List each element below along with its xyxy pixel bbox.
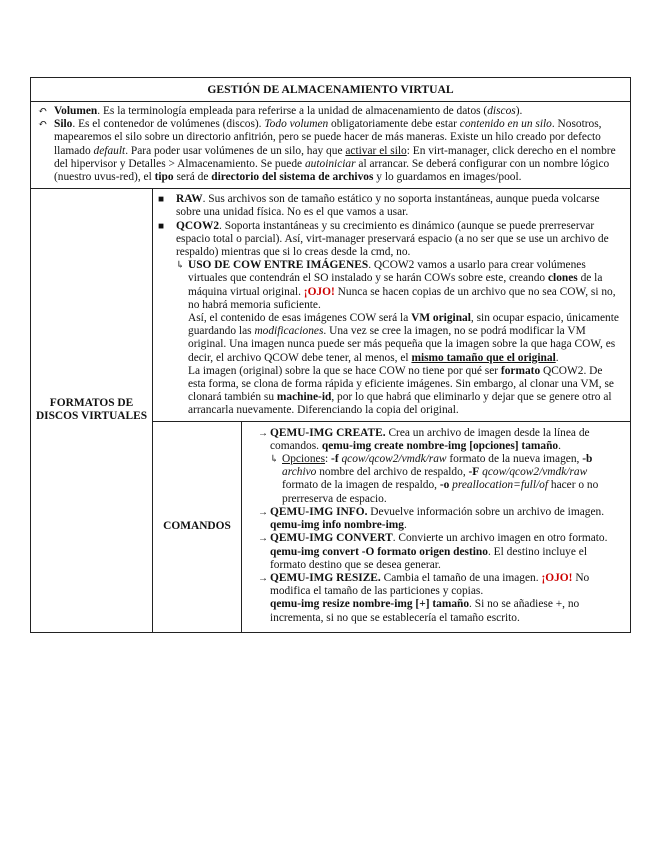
curved-arrow-bullet-icon: ↶ xyxy=(38,105,48,117)
right-arrow-bullet-icon: → xyxy=(258,533,268,545)
document-page xyxy=(30,77,630,633)
content-table xyxy=(30,77,631,633)
list-item-silo: ↶ Silo. Es el contenedor de volúmenes (discos). Todo volumen obligatoriamente debe estar contenido en un silo. Nosotros, mapearemos el silo sobre un directorio anfitrión, pero se puede hacer de más maneras. Existe un hilo creado por defecto llamado default. Para poder usar volúmenes de un silo, hay que activar el silo: En virt-manager, click derecho en el nombre del hipervisor y Detalles > Almacenamiento. Se puede autoiniciar al arrancar. Se deberá configurar con un nombre lógico (nuestro uvus-red), el tipo será de directorio del sistema de archivos y lo guardamos en images/pool. xyxy=(38,118,616,184)
list-item-raw: ■ RAW. Sus archivos son de tamaño estático y no soporta instantáneas, aunque pueda volcarse sobre una unidad física. No es el que vamos a usar. xyxy=(158,193,600,219)
list-item-qcow2: ■ QCOW2. Soporta instantáneas y su crecimiento es dinámico (aunque se puede prerreservar espacio total o parcial). Así, virt-manager preservará espacio (a no ser que se use un archivo de respaldo) mientras que si lo creas desde la cmd, no. xyxy=(158,219,609,259)
right-arrow-bullet-icon: → xyxy=(258,427,268,439)
list-item-convert: → QEMU-IMG CONVERT. Convierte un archivo imagen en otro formato. qemu-img convert -O formato origen destino. El destino incluye el formato destino que se desea generar. xyxy=(258,532,608,571)
square-bullet-icon: ■ xyxy=(158,220,165,232)
list-item-volumen: ↶ Volumen. Es la terminología empleada para referirse a la unidad de almacenamiento de datos (discos). xyxy=(38,105,523,117)
square-bullet-icon: ■ xyxy=(158,194,165,206)
curved-arrow-bullet-icon: ↶ xyxy=(38,118,48,131)
table-title: GESTIÓN DE ALMACENAMIENTO VIRTUAL xyxy=(31,78,631,102)
list-item-info: → QEMU-IMG INFO. Devuelve información sobre un archivo de imagen. qemu-img info nombre-img. xyxy=(258,505,605,532)
commands-label: COMANDOS xyxy=(153,421,242,632)
commands-cell xyxy=(242,421,631,632)
list-item-create: → QEMU-IMG CREATE. Crea un archivo de imagen desde la línea de comandos. qemu-img create nombre-img [opciones] tamaño. xyxy=(258,426,590,452)
intro-cell xyxy=(31,102,631,189)
right-arrow-bullet-icon: → xyxy=(258,572,268,584)
formats-cell xyxy=(153,189,631,421)
return-arrow-bullet-icon: ↳ xyxy=(270,454,279,466)
formats-label: FORMATOS DE DISCOS VIRTUALES xyxy=(31,189,153,633)
list-item-cow: ↳ USO DE COW ENTRE IMÁGENES. QCOW2 vamos a usarlo para crear volúmenes virtuales que contendrán el SO instalado y se harán COWs sobre este, creando clones de la máquina virtual original. ¡OJO! Nunca se hacen copias de un archivo que no sea COW, si no, no habrá memoria suficiente. Así, el contenido de esas imágenes COW será la VM original, sin ocupar espacio, únicamente guardando las modificaciones. Una vez se cree la imagen, no se podrá modificar la VM original. Una imagen nunca puede ser más pequeña que la imagen sobre la que haga COW, es decir, el archivo QCOW debe tener, al menos, el mismo tamaño que el original. La imagen (original) sobre la que se hace COW no tiene por qué ser formato QCOW2. De esta forma, se clona de forma rápida y eficiente imágenes. Sin embargo, al clonar una VM, se clonará también su machine-id, por lo que habrá que eliminarlo y dejar que se genere otro al arrancarla nuevamente. Diferenciando la copia del original. xyxy=(176,259,619,417)
list-item-create-options: ↳ Opciones: -f qcow/qcow2/vmdk/raw formato de la nueva imagen, -b archivo nombre del archivo de respaldo, -F qcow/qcow2/vmdk/raw formato de la imagen de respaldo, -o preallocation=full/of hacer o no prerreserva de espacio. xyxy=(270,453,599,505)
list-item-resize: → QEMU-IMG RESIZE. Cambia el tamaño de una imagen. ¡OJO! No modifica el tamaño de las particiones y copias. qemu-img resize nombre-img [+] tamaño. Si no se añadiese +, no incrementa, si no que se establecería el tamaño escrito. xyxy=(258,571,590,624)
right-arrow-bullet-icon: → xyxy=(258,506,268,518)
return-arrow-bullet-icon: ↳ xyxy=(176,260,185,272)
